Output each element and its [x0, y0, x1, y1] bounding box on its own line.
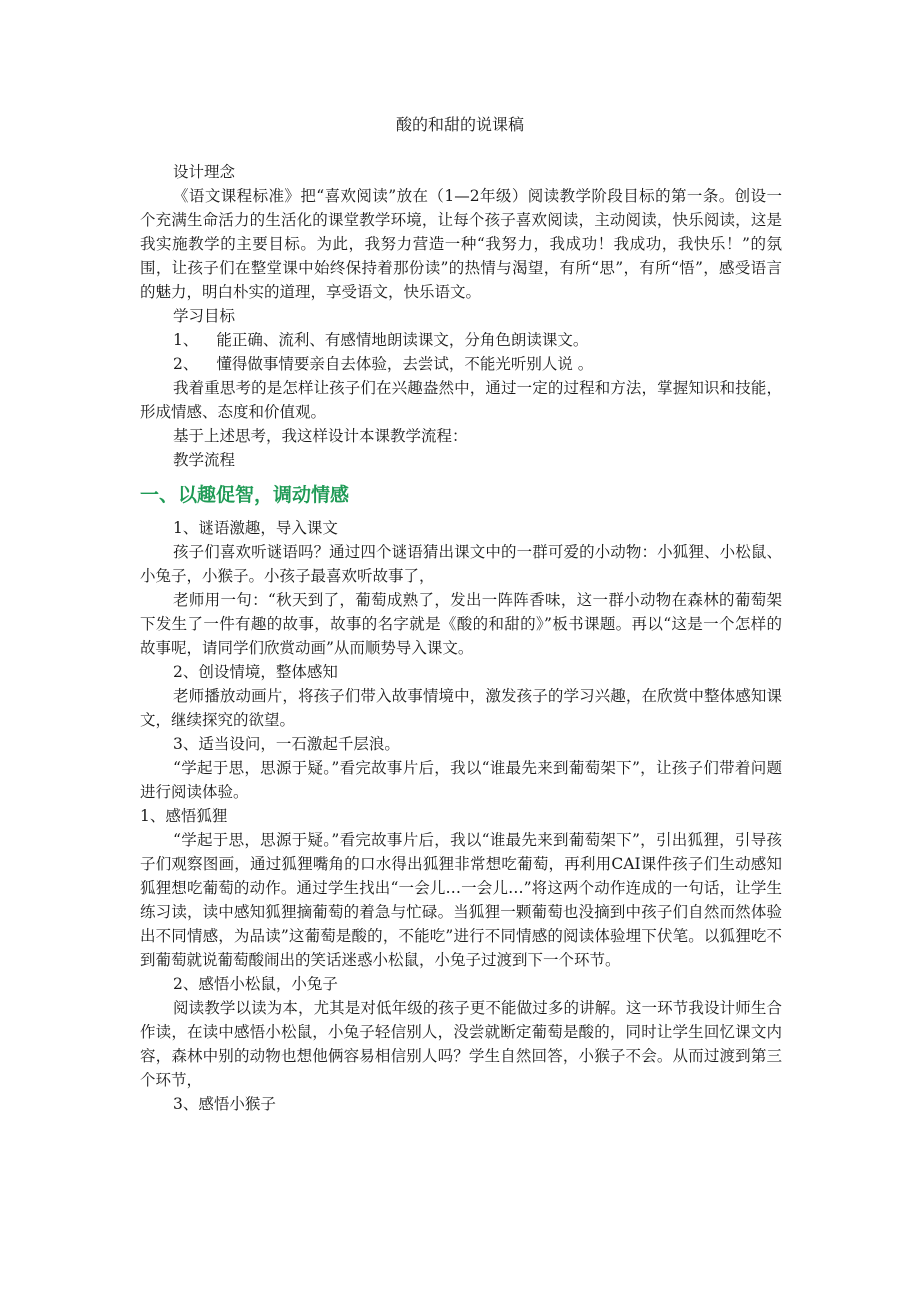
goal-item-1	[140, 328, 782, 352]
section-heading-1: 一、以趣促智，调动情感	[140, 484, 350, 506]
subheading-monkey: 3、感悟小猴子	[173, 1095, 276, 1113]
goal-text: 懂得做事情要亲自去体验，去尝试，不能光听别人说 。	[216, 355, 594, 373]
paragraph-riddle: 孩子们喜欢听谜语吗？通过四个谜语猜出课文中的一群可爱的小动物：小狐狸、小松鼠、小兔子，小猴子。小孩子最喜欢听故事了，	[140, 543, 782, 585]
subheading-squirrel-rabbit: 2、感悟小松鼠，小兔子	[173, 975, 338, 993]
subheading-questioning: 3、适当设问，一石激起千层浪。	[173, 735, 400, 753]
goal-item-2	[140, 352, 782, 376]
section-label-learning-goals: 学习目标	[173, 307, 236, 325]
paragraph-based-on: 基于上述思考，我这样设计本课教学流程：	[173, 427, 468, 445]
paragraph-fox: “学起于思，思源于疑。”看完故事片后，我以“谁最先来到葡萄架下”，引出狐狸，引导孩子们观察图画，通过狐狸嘴角的口水得出狐狸非常想吃葡萄，再利用CAI课件孩子们生动感知狐狸想吃葡萄的动作。通过学生找出“一会儿…一会儿…”将这两个动作连成的一句话，让学生练习读，读中感知狐狸摘葡萄的着急与忙碌。当狐狸一颗葡萄也没摘到中孩子们自然而然体验出不同情感，为品读”这葡萄是酸的，不能吃”进行不同情感的阅读体验埋下伏笔。以狐狸吃不到葡萄就说葡萄酸闹出的笑话迷惑小松鼠，小兔子过渡到下一个环节。	[140, 831, 782, 969]
subheading-fox: 1、感悟狐狸	[140, 807, 228, 825]
goal-text: 能正确、流利、有感情地朗读课文，分角色朗读课文。	[216, 331, 589, 349]
document-title: 酸的和甜的说课稿	[395, 115, 524, 134]
section-label-design-concept: 设计理念	[173, 163, 236, 181]
paragraph-animation: 老师播放动画片，将孩子们带入故事情境中，激发孩子的学习兴趣，在欣赏中整体感知课文，继续探究的欲望。	[140, 687, 782, 729]
paragraph-teacher-intro: 老师用一句：“秋天到了，葡萄成熟了，发出一阵阵香味，这一群小动物在森林的葡萄架下发生了一件有趣的故事，故事的名字就是《酸的和甜的》”板书课题。再以“这是一个怎样的故事呢，请同学们欣赏动画”从而顺势导入课文。	[140, 591, 782, 657]
subheading-situation: 2、创设情境，整体感知	[173, 663, 338, 681]
goal-number: 2、	[173, 355, 199, 373]
section-label-teaching-process: 教学流程	[173, 451, 236, 469]
paragraph-focus: 我着重思考的是怎样让孩子们在兴趣盎然中，通过一定的过程和方法，掌握知识和技能，形成情感、态度和价值观。	[140, 379, 782, 421]
paragraph-questioning: “学起于思，思源于疑。”看完故事片后，我以“谁最先来到葡萄架下”，让孩子们带着问题进行阅读体验。	[140, 759, 782, 801]
subheading-riddle: 1、谜语激趣，导入课文	[173, 519, 338, 537]
goal-number: 1、	[173, 331, 199, 349]
paragraph-squirrel-rabbit: 阅读教学以读为本，尤其是对低年级的孩子更不能做过多的讲解。这一环节我设计师生合作读，在读中感悟小松鼠，小兔子轻信别人，没尝就断定葡萄是酸的，同时让学生回忆课文内容，森林中别的动物也想他俩容易相信别人吗？学生自然回答，小猴子不会。从而过渡到第三个环节，	[140, 999, 782, 1089]
paragraph-design-concept: 《语文课程标准》把“喜欢阅读”放在（1—2年级）阅读教学阶段目标的第一条。创设一个充满生命活力的生活化的课堂教学环境，让每个孩子喜欢阅读，主动阅读，快乐阅读，这是我实施教学的主要目标。为此，我努力营造一种“我努力，我成功！我成功，我快乐！”的氛围，让孩子们在整堂课中始终保持着那份读”的热情与渴望，有所“思”，有所“悟”，感受语言的魅力，明白朴实的道理，享受语文，快乐语文。	[140, 187, 782, 301]
document-body	[140, 160, 782, 1116]
